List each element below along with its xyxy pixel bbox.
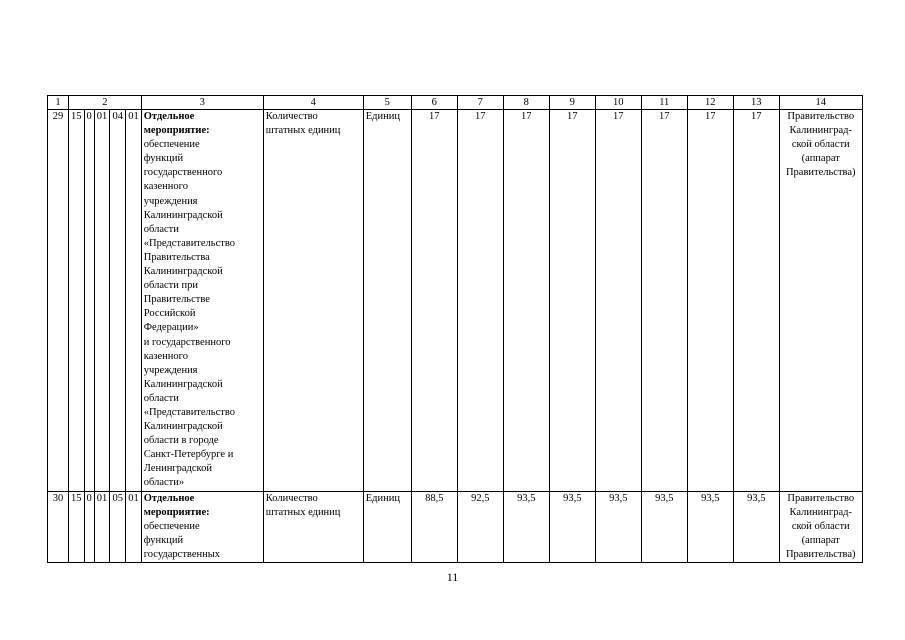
executor-line: Правительства) [785,548,856,560]
activity-text-line: Калининградской [143,266,223,278]
activity-text-line: «Представительство [143,406,235,418]
activity-text-line: казенного [143,181,188,193]
header-cell: 5 [363,96,411,110]
activity-text-line: области [143,392,179,404]
activity-text-line: государственных [143,548,221,560]
value-cell: 93,5 [549,491,595,562]
executor-cell [779,491,862,562]
activity-text-line: Правительства [143,251,210,263]
value-cell: 17 [457,110,503,492]
executor-line: Правительства) [785,167,856,179]
indicator-cell [263,110,363,492]
value-cell: 93,5 [641,491,687,562]
activity-title-line: Отдельное [143,492,195,504]
row-number-cell: 29 [48,110,69,492]
activity-text-line: государственного [143,167,223,179]
code-cell: 04 [110,110,126,492]
executor-line: ской области [791,520,850,532]
activity-text-line: Калининградской [143,378,223,390]
indicator-line: Количество [265,492,318,504]
activity-name-cell [141,110,263,492]
code-cell: 0 [84,491,94,562]
header-cell: 4 [263,96,363,110]
activity-text-line: Калининградской [143,421,223,433]
code-cell: 01 [94,491,110,562]
header-cell: 1 [48,96,69,110]
header-cell: 9 [549,96,595,110]
activity-text-line: Ленинградской [143,463,212,475]
data-table [47,95,863,563]
value-cell: 93,5 [503,491,549,562]
unit-cell: Единиц [363,491,411,562]
value-cell: 17 [595,110,641,492]
value-cell: 88,5 [411,491,457,562]
value-cell: 93,5 [687,491,733,562]
header-cell: 13 [733,96,779,110]
table-row [48,110,863,492]
activity-text-line: функций [143,153,184,165]
activity-text-line: обеспечение [143,139,200,151]
activity-text-line: Федерации» [143,322,199,334]
header-cell: 6 [411,96,457,110]
executor-line: (аппарат [801,534,840,546]
activity-text-line: Калининградской [143,209,223,221]
header-cell: 12 [687,96,733,110]
activity-text-line: Российской [143,308,196,320]
value-cell: 17 [687,110,733,492]
code-cell: 15 [69,110,85,492]
activity-text-line: казенного [143,350,188,362]
executor-line: Калининград- [789,125,852,137]
activity-text-line: области [143,223,179,235]
executor-line: (аппарат [801,153,840,165]
page-number: 11 [446,570,459,584]
row-number-cell: 30 [48,491,69,562]
activity-title-line: Отдельное [143,111,195,122]
indicator-line: Количество [265,111,318,122]
activity-name-cell [141,491,263,562]
code-cell: 01 [94,110,110,492]
header-cell: 8 [503,96,549,110]
value-cell: 17 [641,110,687,492]
indicator-line: штатных единиц [265,506,341,518]
executor-line: Правительство [787,492,855,504]
activity-text-line: области в городе [143,435,219,447]
code-cell: 01 [126,491,142,562]
executor-line: ской области [791,139,850,151]
executor-cell [779,110,862,492]
indicator-cell [263,491,363,562]
header-cell: 3 [141,96,263,110]
activity-text-line: Санкт-Петербурге и [143,449,234,461]
header-cell: 14 [779,96,862,110]
activity-text-line: и государственного [143,336,231,348]
unit-cell: Единиц [363,110,411,492]
activity-text-line: области» [143,477,185,489]
indicator-line: штатных единиц [265,125,341,137]
activity-text-line: учреждения [143,195,198,207]
code-cell: 05 [110,491,126,562]
activity-title-line: мероприятие: [143,125,210,137]
header-cell: 7 [457,96,503,110]
value-cell: 17 [503,110,549,492]
activity-text-line: «Представительство [143,237,235,249]
activity-title-line: мероприятие: [143,506,210,518]
activity-text-line: Правительстве [143,294,210,306]
activity-text-line: обеспечение [143,520,200,532]
executor-line: Калининград- [789,506,852,518]
code-cell: 01 [126,110,142,492]
value-cell: 17 [549,110,595,492]
executor-line: Правительство [787,111,855,122]
value-cell: 93,5 [733,491,779,562]
header-cell: 10 [595,96,641,110]
header-cell: 2 [69,96,142,110]
activity-text-line: области при [143,280,198,292]
value-cell: 93,5 [595,491,641,562]
code-cell: 15 [69,491,85,562]
header-row [48,96,863,110]
code-cell: 0 [84,110,94,492]
activity-text-line: функций [143,534,184,546]
value-cell: 17 [733,110,779,492]
value-cell: 92,5 [457,491,503,562]
value-cell: 17 [411,110,457,492]
activity-text-line: учреждения [143,364,198,376]
table-row [48,491,863,562]
header-cell: 11 [641,96,687,110]
